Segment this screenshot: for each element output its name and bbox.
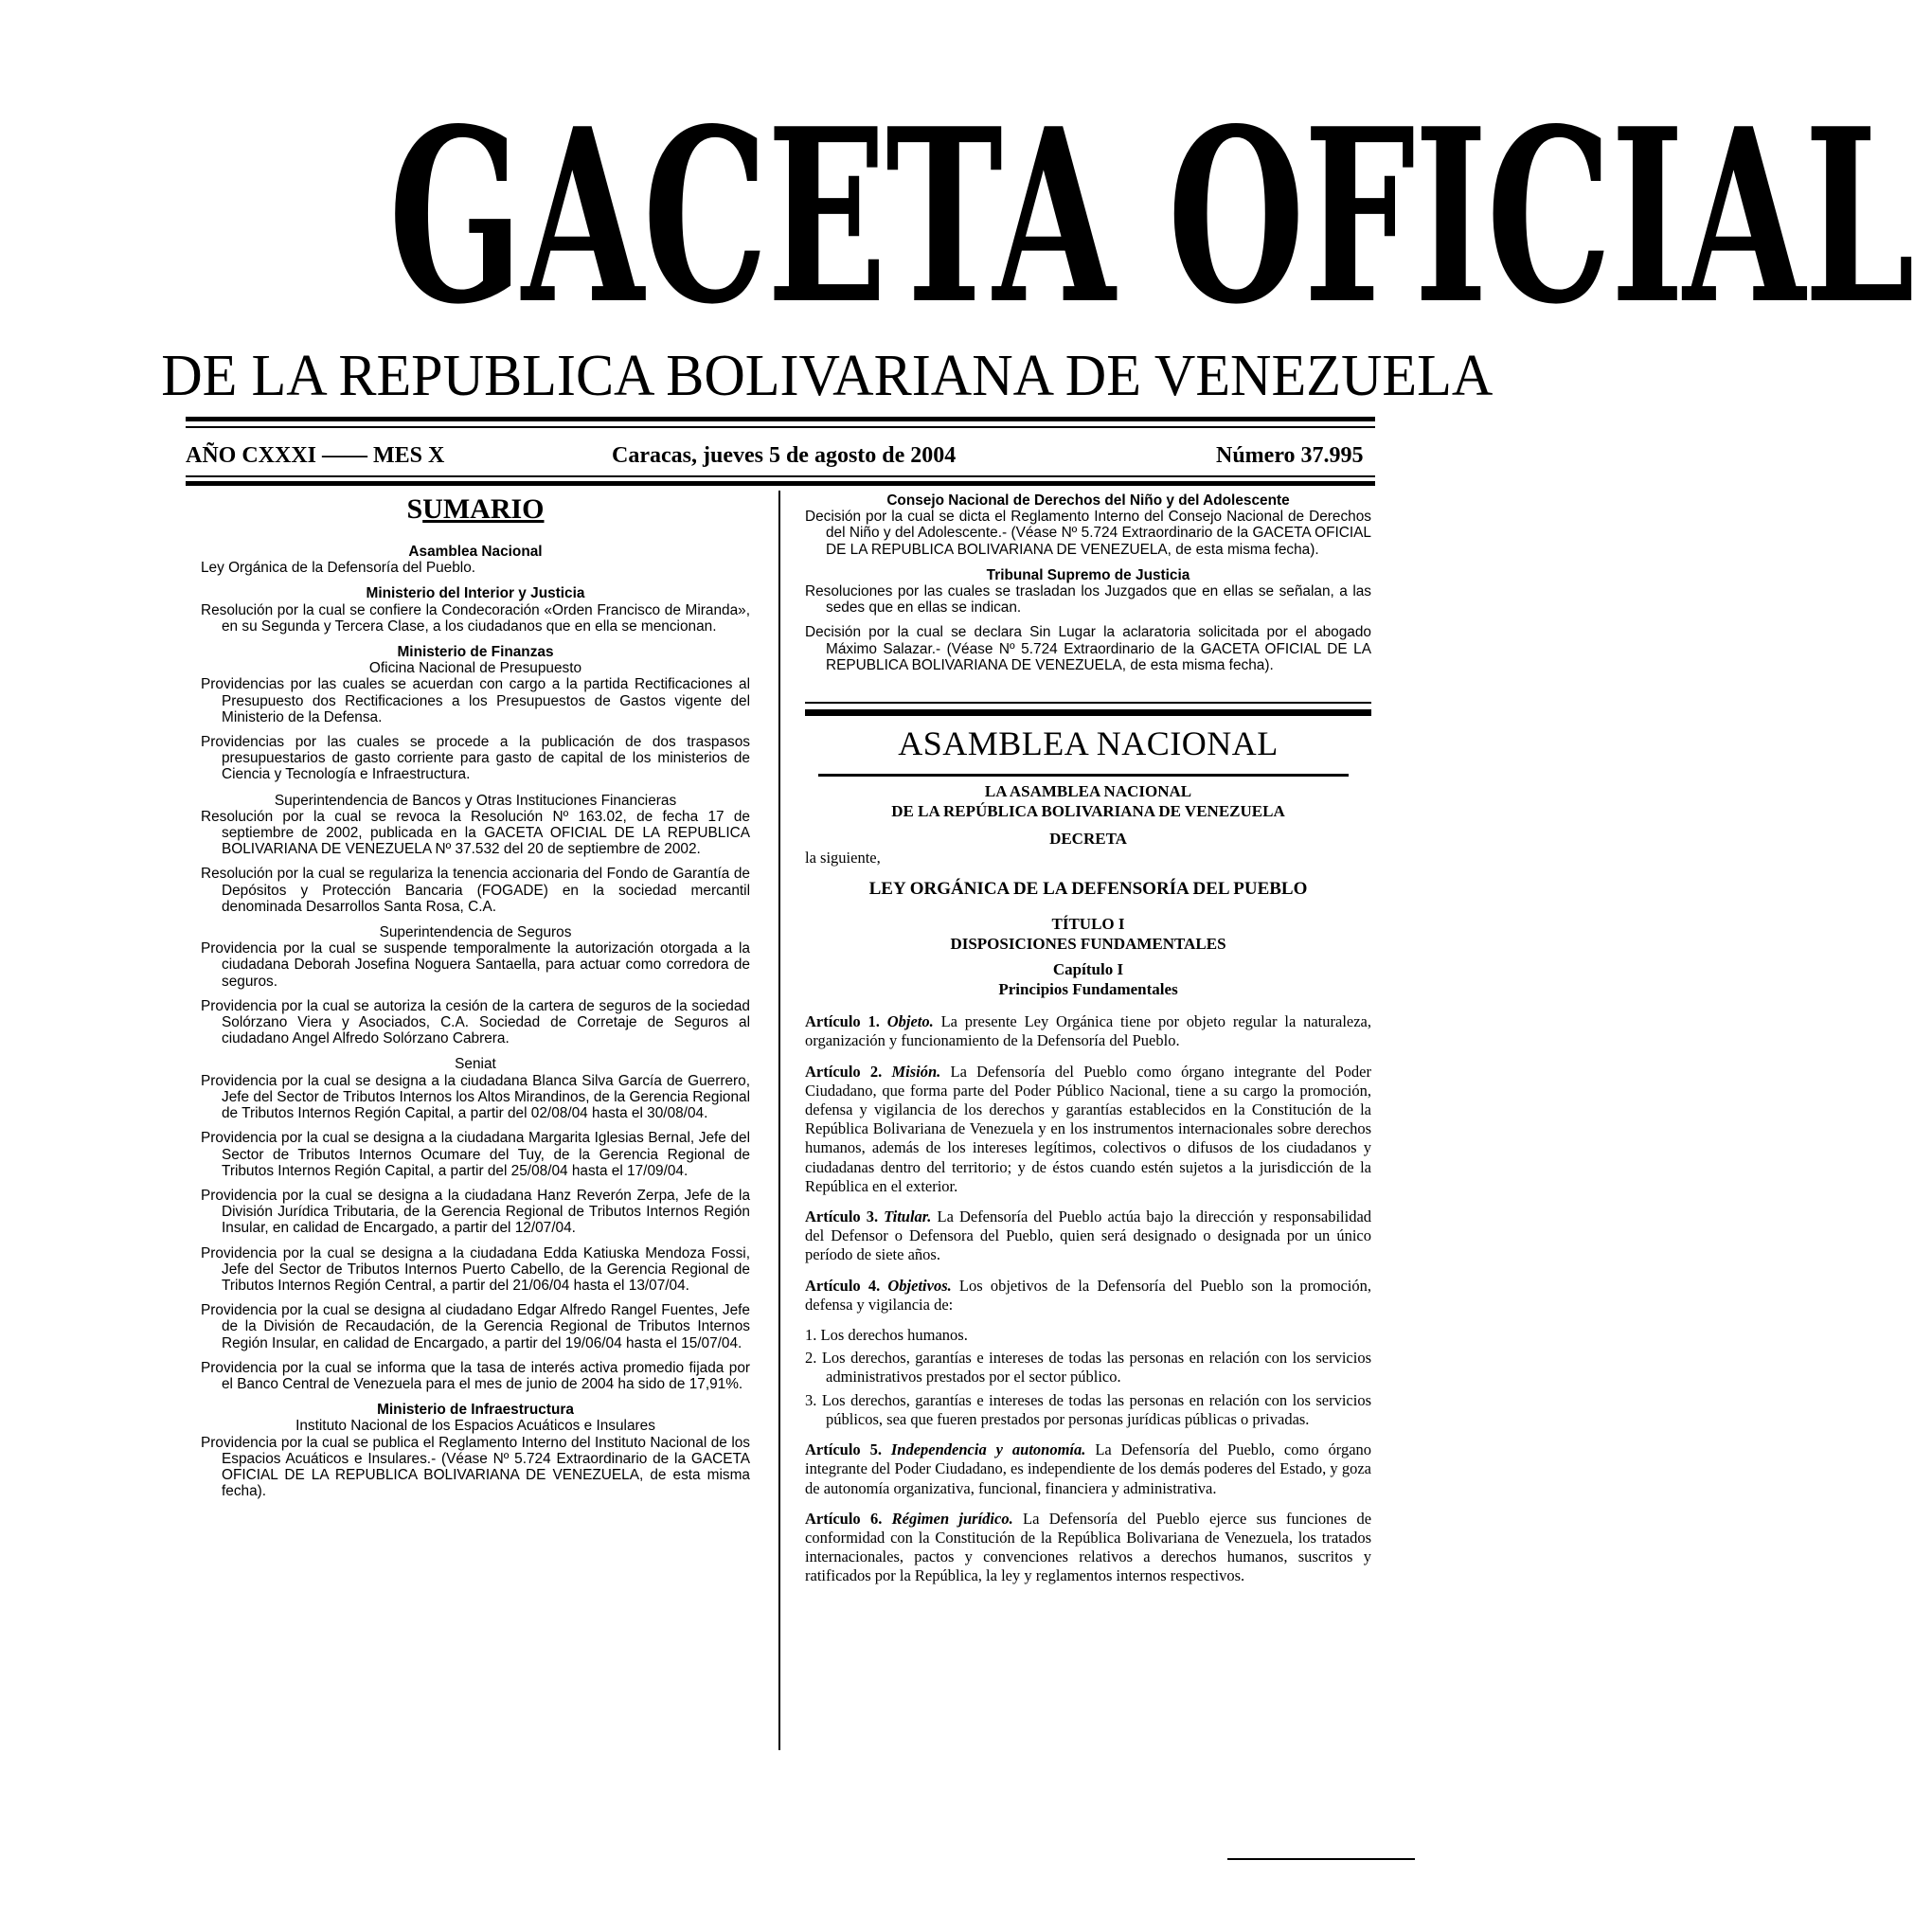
sumario-section — [201, 644, 750, 783]
section-heading: Ministerio de Infraestructura — [377, 1402, 574, 1419]
article-name: Objetivos. — [887, 1276, 952, 1295]
sumario-section — [201, 793, 750, 915]
article-list-item: 3. Los derechos, garantías e intereses de todas las personas en relación con los servicios públicos, sea que fueren prestados por personas jurídicas públicas o privadas. — [805, 1390, 1371, 1428]
article-name: Misión. — [891, 1062, 941, 1081]
article-label: Artículo 5. — [805, 1440, 882, 1459]
issue-number: Número 37.995 — [1216, 443, 1364, 468]
decree-decreta: DECRETA — [1049, 830, 1127, 849]
section-rule-under — [818, 774, 1349, 777]
masthead-subtitle: DE LA REPUBLICA BOLIVARIANA DE VENEZUELA — [161, 344, 1494, 408]
article-text: La Defensoría del Pueblo, como órgano integrante del Poder Ciudadano, es independiente de los demás poderes del Estado, y goza de autonomía organizativa, funcional, financiera y administrativa. — [805, 1440, 1372, 1497]
titulo-label: TÍTULO I — [1051, 915, 1125, 934]
sumario-entry: Resolución por la cual se revoca la Resolución Nº 163.02, de fecha 17 de septiembre de 2002, publicada en la GACETA OFICIAL DE LA REPUBLICA BOLIVARIANA DE VENEZUELA Nº 37.532 del 20 de septiembre de 2002. — [201, 808, 750, 858]
article-label: Artículo 6. — [805, 1509, 883, 1528]
law-title: LEY ORGÁNICA DE LA DEFENSORÍA DEL PUEBLO — [868, 879, 1308, 900]
sumario-section — [201, 1402, 750, 1499]
sumario-section — [805, 567, 1371, 673]
section-rule-thin — [805, 702, 1371, 704]
dateline-date: Caracas, jueves 5 de agosto de 2004 — [612, 443, 957, 468]
sumario-entry: Providencias por las cuales se acuerdan con cargo a la partida Rectificaciones al Presupuesto dos Rectificaciones a los Presupuestos de Gastos vigente del Ministerio de la Defensa. — [201, 676, 750, 725]
footer-rule — [1227, 1858, 1415, 1860]
section-subheading: Seniat — [455, 1056, 496, 1073]
top-rule-thick — [186, 417, 1375, 421]
sumario-section — [201, 1056, 750, 1392]
sumario-continued — [805, 492, 1371, 673]
sumario-entry: Decisión por la cual se dicta el Reglamento Interno del Consejo Nacional de Derechos del Niño y del Adolescente.- (Véase Nº 5.724 Extraordinario de la GACETA OFICIAL DE LA REPUBLICA BOLIVARIANA DE VENEZUELA, de esta misma fecha). — [805, 509, 1371, 558]
section-subheading: Superintendencia de Seguros — [379, 924, 572, 941]
bottom-rule-thick — [186, 481, 1375, 486]
article-paragraph — [805, 1208, 1371, 1265]
article-label: Artículo 2. — [805, 1062, 883, 1081]
capitulo-label: Capítulo I — [1052, 960, 1124, 979]
article-list-item: 1. Los derechos humanos. — [805, 1326, 968, 1345]
sumario-entry: Providencia por la cual se publica el Reglamento Interno del Instituto Nacional de los Espacios Acuáticos e Insulares.- (Véase Nº 5.724 Extraordinario de la GACETA OFICIAL DE LA REPUBLICA BOLIVARIANA DE VENEZUELA, de esta misma fecha). — [201, 1434, 750, 1500]
sumario-entry: Providencia por la cual se designa a la ciudadana Hanz Reverón Zerpa, Jefe de la División Jurídica Tributaria, de la Gerencia Regional de Tributos Internos Región Insular, en calidad de Encargado, a partir del 12/07/04. — [201, 1187, 750, 1237]
article-text: La Defensoría del Pueblo actúa bajo la dirección y responsabilidad del Defensor o Defensora del Pueblo, quien será designado o designada por un único período de siete años. — [805, 1208, 1372, 1264]
section-rule-thick — [805, 709, 1371, 716]
sumario-sections — [201, 544, 750, 1499]
section-subheading: Oficina Nacional de Presupuesto — [368, 660, 582, 677]
sumario-entry: Decisión por la cual se declara Sin Lugar la aclaratoria solicitada por el abogado Máximo Salazar.- (Véase Nº 5.724 Extraordinario de la GACETA OFICIAL DE LA REPUBLICA BOLIVARIANA DE VENEZUELA, de esta misma fecha). — [805, 624, 1371, 673]
article-label: Artículo 1. — [805, 1012, 880, 1031]
articles — [805, 1012, 1371, 1585]
capitulo-name: Principios Fundamentales — [998, 980, 1178, 999]
top-rule-thin — [186, 426, 1375, 428]
decree-caption-2: DE LA REPÚBLICA BOLIVARIANA DE VENEZUELA — [891, 802, 1285, 821]
sumario-entry: Resoluciones por las cuales se trasladan los Juzgados que en ellas se señalan, a las sedes que en ellas se indican. — [805, 583, 1371, 617]
sumario-section — [201, 924, 750, 1046]
right-column — [805, 492, 1371, 1598]
article-paragraph — [805, 1012, 1371, 1050]
sumario-section — [201, 544, 750, 576]
section-heading: Consejo Nacional de Derechos del Niño y del Adolescente — [886, 492, 1290, 509]
article-paragraph — [805, 1063, 1371, 1196]
sumario-entry: Ley Orgánica de la Defensoría del Pueblo. — [201, 560, 476, 577]
article-text: Los objetivos de la Defensoría del Pueblo son la promoción, defensa y vigilancia de: — [805, 1276, 1371, 1314]
bottom-rule-thin — [186, 475, 1375, 477]
section-break — [805, 683, 1371, 721]
sumario-entry: Providencias por las cuales se procede a la publicación de dos traspasos presupuestarios de gasto corriente para gasto de capital de los ministerios de Ciencia y Tecnología e Infraestructura. — [201, 734, 750, 783]
section-subheading: Superintendencia de Bancos y Otras Instituciones Financieras — [274, 792, 677, 809]
article-paragraph — [805, 1440, 1371, 1498]
month-label: MES X — [373, 443, 445, 468]
decree-caption-1: LA ASAMBLEA NACIONAL — [984, 782, 1192, 801]
section-heading: Ministerio de Finanzas — [397, 644, 554, 661]
column-divider — [778, 491, 780, 1750]
la-siguiente: la siguiente, — [805, 849, 881, 868]
article-label: Artículo 4. — [805, 1276, 881, 1295]
year-label: AÑO CXXXI — [186, 443, 316, 468]
section-heading: Ministerio del Interior y Justicia — [366, 585, 585, 602]
sumario-entry: Providencia por la cual se designa al ciudadano Edgar Alfredo Rangel Fuentes, Jefe de la División de Recaudación, de la Gerencia Regional de Tributos Internos Región Insular, en calidad de Encargado, a partir del 19/06/04 hasta el 15/07/04. — [201, 1302, 750, 1351]
dateline-year — [186, 439, 444, 472]
article-list-item: 2. Los derechos, garantías e intereses de todas las personas en relación con los servicios administrativos prestados por el sector público. — [805, 1349, 1371, 1386]
section-subheading: Instituto Nacional de los Espacios Acuáticos e Insulares — [295, 1418, 655, 1435]
article-paragraph — [805, 1510, 1371, 1586]
sumario-entry: Resolución por la cual se regulariza la tenencia accionaria del Fondo de Garantía de Depósitos y Protección Bancaria (FOGADE) en la sociedad mercantil denominada Desarrollos Santa Rosa, C.A. — [201, 866, 750, 915]
sumario-entry: Providencia por la cual se suspende temporalmente la autorización otorgada a la ciudadana Deborah Josefina Noguera Santaella, para actuar como corredora de seguros. — [201, 940, 750, 990]
asamblea-section-title: ASAMBLEA NACIONAL — [898, 724, 1279, 763]
sumario-entry: Providencia por la cual se designa a la ciudadana Blanca Silva García de Guerrero, Jefe del Sector de Tributos Internos los Altos Mirandinos, de la Gerencia Regional de Tributos Internos Región Capital, a partir del 02/08/04 hasta el 30/08/04. — [201, 1072, 750, 1122]
article-paragraph — [805, 1277, 1371, 1315]
sumario-column — [201, 492, 750, 1509]
dateline-dash: —— — [322, 443, 367, 468]
article-name: Titular. — [884, 1208, 932, 1226]
article-text: La Defensoría del Pueblo como órgano integrante del Poder Ciudadano, que forma parte del Poder Público Nacional, tiene a su cargo la promoción, defensa y vigilancia de los derechos y garantías establecidos en la Constitución de la República Bolivariana de Venezuela y en los instrumentos internacionales sobre derechos humanos, además de los intereses legítimos, colectivos o difusos de los ciudadanos y ciudadanas dentro del territorio; y de éstos cuando estén sujetos a la jurisdicción de la República en el exterior. — [805, 1062, 1371, 1195]
sumario-section — [805, 492, 1371, 558]
sumario-entry: Resolución por la cual se confiere la Condecoración «Orden Francisco de Miranda», en su Segunda y Tercera Clase, a los ciudadanos que en ella se mencionan. — [201, 601, 750, 635]
sumario-entry: Providencia por la cual se autoriza la cesión de la cartera de seguros de la sociedad Solórzano Viera y Asociados, C.A. Sociedad de Corretaje de Seguros al ciudadano Angel Alfredo Solórzano Cabrera. — [201, 997, 750, 1047]
article-label: Artículo 3. — [805, 1208, 879, 1226]
sumario-entry: Providencia por la cual se designa a la ciudadana Edda Katiuska Mendoza Fossi, Jefe del Sector de Tributos Internos Puerto Cabello, de la Gerencia Regional de Tributos Internos Región Central, a partir del 21/06/04 hasta el 13/07/04. — [201, 1244, 750, 1294]
article-text: La Defensoría del Pueblo ejerce sus funciones de conformidad con la Constitución de la República Bolivariana de Venezuela, los tratados internacionales, pactos y convenciones relativos a derechos humanos, suscritos y ratificados por la República, la ley y reglamentos internos respectivos. — [805, 1509, 1372, 1585]
sumario-entry: Providencia por la cual se designa a la ciudadana Margarita Iglesias Bernal, Jefe del Sector de Tributos Internos Ocumare del Tuy, de la Gerencia Regional de Tributos Internos Región Capital, a partir del 25/08/04 hasta el 17/09/04. — [201, 1130, 750, 1179]
sumario-title: SUMARIO — [406, 493, 545, 525]
article-name: Régimen jurídico. — [891, 1509, 1013, 1528]
article-name: Objeto. — [886, 1012, 934, 1031]
section-break-2 — [805, 766, 1371, 781]
article-name: Independencia y autonomía. — [890, 1440, 1086, 1459]
section-heading: Asamblea Nacional — [408, 544, 543, 560]
titulo-name: DISPOSICIONES FUNDAMENTALES — [950, 935, 1226, 954]
sumario-section — [201, 585, 750, 635]
masthead-title: GACETA OFICIAL — [388, 77, 1914, 357]
section-heading: Tribunal Supremo de Justicia — [986, 566, 1190, 583]
article-text: La presente Ley Orgánica tiene por objeto regular la naturaleza, organización y funcionamiento de la Defensoría del Pueblo. — [805, 1012, 1372, 1050]
sumario-entry: Providencia por la cual se informa que la tasa de interés activa promedio fijada por el Banco Central de Venezuela para el mes de junio de 2004 ha sido de 17,91%. — [201, 1359, 750, 1392]
